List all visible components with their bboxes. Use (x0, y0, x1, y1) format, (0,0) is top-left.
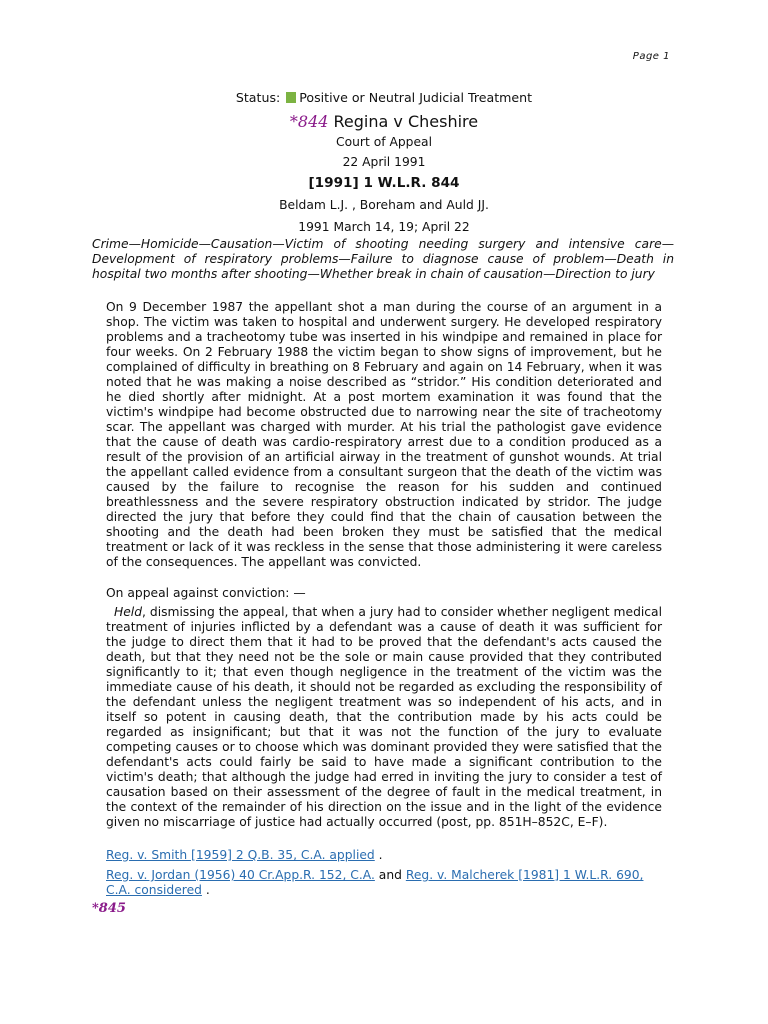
reference-line-2: Reg. v. Jordan (1956) 40 Cr.App.R. 152, C.A. and Reg. v. Malcherek [1981] 1 W.L.R. 690, C.A. considered . (106, 868, 644, 897)
case-title (0, 112, 768, 132)
held-text: , dismissing the appeal, that when a jury had to consider whether negligent medical treatment of injuries inflicted by a defendant was a cause of death it was sufficient for the judge to direct them that it had to be proved that the defendant's acts caused the death, but that they need not be the sole or main cause provided that they contributed significantly to it; that even though negligence in the treatment of the victim was the immediate cause of his death, it should not be regarded as excluding the responsibility of the defendant unless the negligent treatment was so independent of his acts, and in itself so potent in causing death, that the contribution made by his acts could be regarded as insignificant; but that it was not the function of the jury to evaluate competing causes or to choose which was dominant provided they were satisfied that the defendant's acts could fairly be said to have made a significant contribution to the victim's death; that although the judge had erred in inviting the jury to consider a test of causation based on their assessment of the degree of fault in the medical treatment, in the context of the remainder of his direction on the issue and in the light of the evidence given no miscarriage of justice had actually occurred (post, pp. 851H–852C, E–F). (106, 605, 662, 829)
status-indicator-icon (286, 92, 296, 103)
hearing-dates: 1991 March 14, 19; April 22 (298, 220, 470, 234)
status-line (0, 90, 768, 105)
appeal-intro: On appeal against conviction: — (106, 586, 306, 600)
held-paragraph (106, 605, 662, 830)
catchwords: Crime—Homicide—Causation—Victim of shooting needing surgery and intensive care—Development of respiratory problems—Failure to diagnose cause of problem—Death in hospital two months after shooting—Whether break in chain of causation—Direction to jury (92, 237, 674, 281)
reference-line-1: Reg. v. Smith [1959] 2 Q.B. 35, C.A. applied . (106, 848, 383, 862)
headnote-facts: On 9 December 1987 the appellant shot a man during the course of an argument in a shop. The victim was taken to hospital and underwent surgery. He developed respiratory problems and a tracheotomy tube was inserted in his windpipe and remained in place for four weeks. On 2 February 1988 the victim began to show signs of improvement, but he complained of difficulty in breathing on 8 February and again on 14 February, when it was noted that he was making a noise described as “stridor.” His condition deteriorated and he died shortly after midnight. At a post mortem examination it was found that the victim's windpipe had become obstructed due to narrowing near the site of tracheotomy scar. The appellant was charged with murder. At his trial the pathologist gave evidence that the cause of death was cardio-respiratory arrest due to a condition produced as a result of the provision of an artificial airway in the treatment of gunshot wounds. At trial the appellant called evidence from a consultant surgeon that the death of the victim was caused by the failure to recognise the reason for his sudden and continued breathlessness and the severe respiratory obstruction indicated by stridor. The judge directed the jury that before they could find that the chain of causation between the shooting and the death had been broken they must be satisfied that the medical treatment or lack of it was reckless in the sense that those administering it were careless of the consequences. The appellant was convicted. (106, 300, 662, 569)
reference-link-jordan[interactable]: Reg. v. Jordan (1956) 40 Cr.App.R. 152, C.A. (106, 868, 375, 882)
judges: Beldam L.J. , Boreham and Auld JJ. (279, 198, 489, 212)
judgment-date: 22 April 1991 (342, 155, 426, 169)
held-label: Held (114, 605, 143, 619)
status-value: Positive or Neutral Judicial Treatment (299, 90, 533, 105)
status-label: Status: (235, 90, 281, 105)
case-name: Regina v Cheshire (333, 112, 479, 131)
reference-link-malcherek[interactable]: Reg. v. Malcherek [1981] 1 W.L.R. 690, C.A. considered (106, 868, 644, 897)
page-number: Page 1 (632, 51, 670, 62)
star-page-ref: *844 (289, 112, 329, 131)
case-citation: [1991] 1 W.L.R. 844 (308, 175, 460, 191)
next-page-marker: *845 (92, 901, 126, 916)
reference-link-smith[interactable]: Reg. v. Smith [1959] 2 Q.B. 35, C.A. applied (106, 848, 375, 862)
court-name: Court of Appeal (336, 135, 432, 149)
